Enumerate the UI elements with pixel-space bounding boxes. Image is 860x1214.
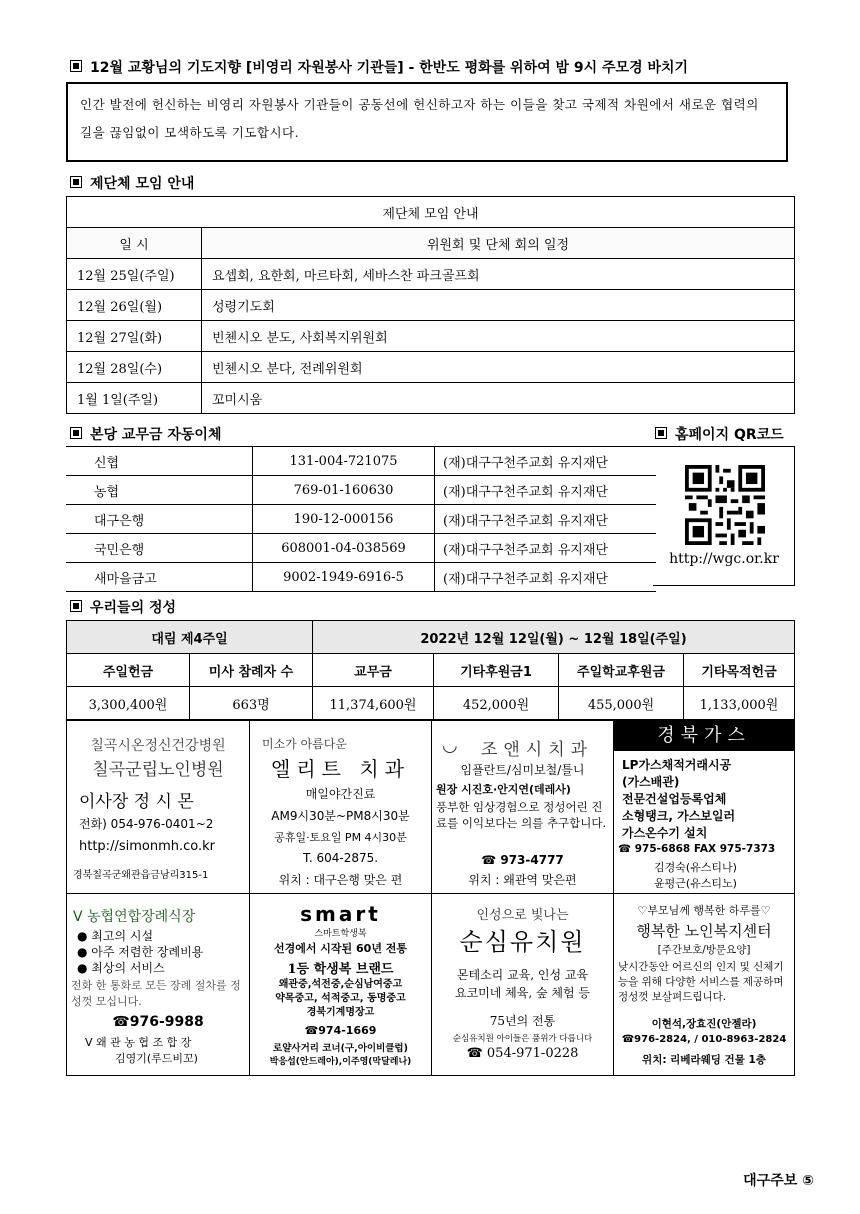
kinder-phone: ☎ 054-971-0228 [466,1046,579,1061]
square-bullet-icon [70,600,82,612]
phone-icon: ☎ [466,1046,487,1061]
smart-phone: ☎974-1669 [304,1024,377,1037]
table-row: 신협 131-004-721075 (재)대구구천주교회 유지재단 [66,447,656,476]
prayer-box: 인간 발전에 헌신하는 비영리 자원봉사 기관들이 공동선에 헌신하고자 하는 이들을 찾고 국제적 차원에서 새로운 협력의 길을 끊임없이 모색하도록 기도합시다. [66,82,788,162]
ad-hospital: 칠곡시온정신건강병원 칠곡군립노인병원 이사장 정 시 몬 전화) 054-976-0401~2 http://simonmh.co.kr 경북칠곡군왜관읍금남리315-1 [73,738,226,881]
jo-phone: ☎ 973-4777 [481,853,564,867]
giving-table: 대림 제4주일 2022년 12월 12일(월) ~ 12월 18일(주일) 주일헌금 미사 참례자 수 교무금 기타후원금1 주일학교후원금 기타목적헌금 3,300,400원 663명 11,374,600원 452,000원 455,000원 1,133,000원 [66,620,795,720]
meetings-heading: 제단체 모임 안내 [70,173,194,193]
ad-senior-center: ♡부모님께 행복한 하루를♡ 행복한 노인복지센터 [주간보호/방문요양] 낮시간동안 어르신의 인지 및 신체기능을 위해 다양한 서비스를 제공하며 정성껏 보살펴드립니다. 이현석,장효진(안젤라) ☎976-2824, / 010-8963-2824 위치: 리베라웨딩 건물 1층 [614,894,794,1076]
nh-logo-icon: ᐯ [85,1036,93,1049]
table-row: 1월 1일(주일) 꼬미시움 [67,383,795,414]
meetings-table-title: 제단체 모임 안내 [67,197,795,228]
bank-heading: 본당 교무금 자동이체 [70,424,221,444]
qr-heading: 홈페이지 QR코드 [655,424,784,444]
square-bullet-icon [70,427,82,439]
funeral-phone: ☎976-9988 [112,1014,204,1030]
table-row: 대구은행 190-12-000156 (재)대구구천주교회 유지재단 [66,505,656,534]
ad-smart: smart 스마트학생복 선경에서 시작된 60년 전통 1등 학생복 브랜드 왜관중,석전중,순심남여중고 약목중고, 석적중고, 동명중고 경북기계명장고 ☎974-1669 로얄사거리 코너(구,아이비클럽) 박응섭(안드레아),이주영(막달레나) [250,894,431,1076]
ad-kindergarten: 인성으로 빛나는 순심유치원 몬테소리 교육, 인성 교육 요코미네 체육, 숲 체험 등 75년의 전통 순심유치원 아이들은 품위가 다릅니다 ☎ 054-971-0228 [432,894,613,1076]
qr-code-icon[interactable] [685,465,765,545]
square-bullet-icon [655,427,667,439]
table-row: 12월 28일(수) 빈첸시오 분다, 전례위원회 [67,352,795,383]
qr-box [653,446,795,586]
phone-icon: ☎ [618,843,635,855]
tooth-icon: ◡ [442,735,462,756]
table-row: 국민은행 608001-04-038569 (재)대구구천주교회 유지재단 [66,534,656,563]
table-row: 12월 25일(주일) 요셉회, 요한회, 마르타회, 세바스찬 파크골프회 [67,259,795,290]
senior-phone: ☎976-2824, / 010-8963-2824 [621,1034,787,1045]
ad-dental: 미소가 아름다운 엘리트 치과 매일야간진료 AM9시30분~PM8시30분 공휴일·토요일 PM 4시30분 T. 604-2875. 위치 : 대구은행 맞은 편 [262,737,410,887]
phone-icon: ☎ [621,1034,635,1045]
phone-icon: ☎ [304,1024,319,1037]
giving-period: 2022년 12월 12일(월) ~ 12월 18일(주일) [313,621,795,654]
ad-gas: 경북가스 LP가스채적거래시공 (가스배관) 전문건설업등록업체 소형탱크, 가스보일러 가스온수기 설치 ☎ 975-6868 FAX 975-7373 김경숙(유스티나) 윤평근(유스티노) [614,721,794,893]
square-bullet-icon [70,60,82,72]
col-schedule: 위원회 및 단체 회의 일정 [202,228,795,259]
ad-jo-dental: ◡ 조앤시치과 임플란트/심미보철/틀니 원장 시진호·안지연(데레사) 풍부한 임상경험으로 정성어린 진료를 이익보다는 의를 추구합니다. ☎ 973-4777 위치 : 왜관역 맞은편 [432,721,613,893]
square-bullet-icon [70,176,82,188]
gas-phone: ☎ 975-6868 FAX 975-7373 [618,843,776,855]
giving-week: 대림 제4주일 [67,621,313,654]
table-row: 농협 769-01-160630 (재)대구구천주교회 유지재단 [66,476,656,505]
ad-funeral: ᐯ 농협연합장례식장 ● 최고의 시설 ● 아주 저렴한 장례비용 ● 최상의 서비스 전화 한 통화로 모든 장례 절차를 정성껏 모십니다. ☎976-9988 ᐯ 왜 관 농 협 조 합 장 김영기(루드비꼬) [67,894,249,1076]
funeral-org: ᐯ 왜 관 농 협 조 합 장 [85,1036,192,1049]
ads-panel [66,720,795,1076]
page-footer: 대구주보 ⑤ [743,1173,814,1189]
phone-icon: ☎ [112,1014,130,1030]
table-row: 새마을금고 9002-1949-6916-5 (재)대구구천주교회 유지재단 [66,563,656,592]
col-date: 일 시 [67,228,202,259]
table-row: 12월 27일(화) 빈첸시오 분도, 사회복지위원회 [67,321,795,352]
phone-icon: ☎ [481,853,501,867]
homepage-url[interactable]: http://wgc.or.kr [669,551,779,567]
giving-heading: 우리들의 정성 [70,597,176,617]
bank-table [66,446,656,592]
meetings-table [66,196,795,414]
table-row: 12월 26일(월) 성령기도회 [67,290,795,321]
prayer-heading: 12월 교황님의 기도지향 [비영리 자원봉사 기관들] - 한반도 평화를 위하여 밤 9시 주모경 바치기 [70,57,688,77]
funeral-title: ᐯ 농협연합장례식장 [73,909,196,925]
nh-logo-icon: ᐯ [73,909,83,925]
